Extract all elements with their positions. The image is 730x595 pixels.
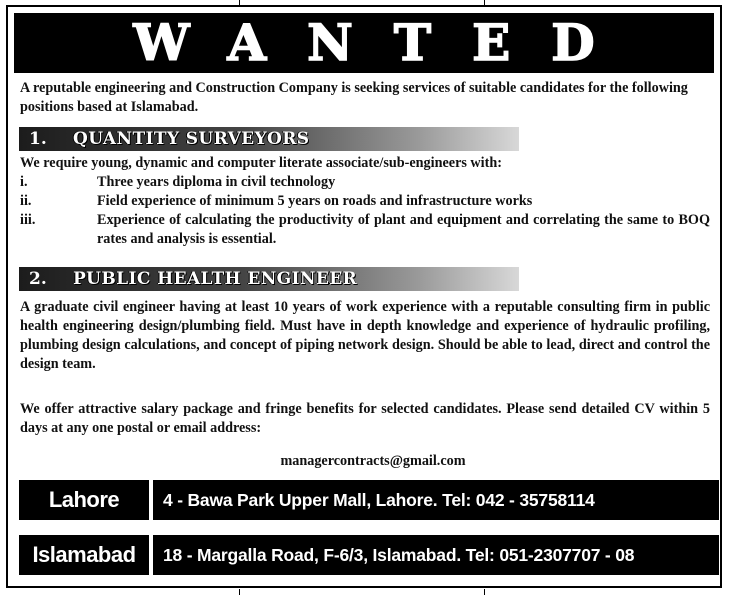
requirements-list bbox=[20, 173, 710, 249]
section-body: A graduate civil engineer having at least 10 years of work experience with a reputable consulting firm in public health engineering design/plumbing field. Must have in depth knowledge and experience of hydraulic profiling, plumbing design calculations, and concept of piping network design. Should be able to lead, direct and control the design team. bbox=[20, 299, 710, 372]
section-header-quantity-surveyors bbox=[19, 127, 519, 151]
section-header-public-health-engineer bbox=[19, 267, 519, 291]
city-label: Lahore bbox=[19, 480, 149, 520]
city-label: Islamabad bbox=[19, 535, 149, 575]
intro-text: A reputable engineering and Construction Company is seeking services of suitable candidates for the following positions based at Islamabad. bbox=[20, 80, 688, 115]
crop-mark bbox=[239, 589, 240, 595]
postal-address: 4 - Bawa Park Upper Mall, Lahore. Tel: 042 - 35758114 bbox=[153, 480, 719, 520]
list-item-number: i. bbox=[20, 174, 28, 190]
offer-text: We offer attractive salary package and fringe benefits for selected candidates. Please send detailed CV within 5 days at any one postal or email address: bbox=[20, 401, 710, 436]
section-lead: We require young, dynamic and computer literate associate/sub-engineers with: bbox=[20, 155, 502, 171]
section-number: 1. bbox=[29, 129, 47, 149]
advertisement-frame bbox=[6, 5, 722, 588]
email-address: managercontracts@gmail.com bbox=[280, 453, 466, 469]
list-item-number: iii. bbox=[20, 212, 36, 228]
list-item bbox=[20, 173, 710, 192]
list-item-number: ii. bbox=[20, 193, 32, 209]
crop-mark bbox=[484, 589, 485, 595]
list-item bbox=[20, 211, 710, 249]
address-row-islamabad bbox=[19, 535, 719, 575]
list-item bbox=[20, 192, 710, 211]
section-number: 2. bbox=[29, 269, 47, 289]
list-item-text: Experience of calculating the productivity of plant and equipment and correlating the same to BOQ rates and analysis is essential. bbox=[97, 212, 710, 247]
title-banner bbox=[14, 13, 714, 73]
address-row-lahore bbox=[19, 480, 719, 520]
postal-address: 18 - Margalla Road, F-6/3, Islamabad. Tel: 051-2307707 - 08 bbox=[153, 535, 719, 575]
page-title: WANTED bbox=[133, 13, 636, 72]
section-title: PUBLIC HEALTH ENGINEER bbox=[73, 269, 358, 289]
list-item-text: Three years diploma in civil technology bbox=[97, 174, 336, 190]
list-item-text: Field experience of minimum 5 years on roads and infrastructure works bbox=[97, 193, 533, 209]
section-title: QUANTITY SURVEYORS bbox=[73, 129, 310, 149]
